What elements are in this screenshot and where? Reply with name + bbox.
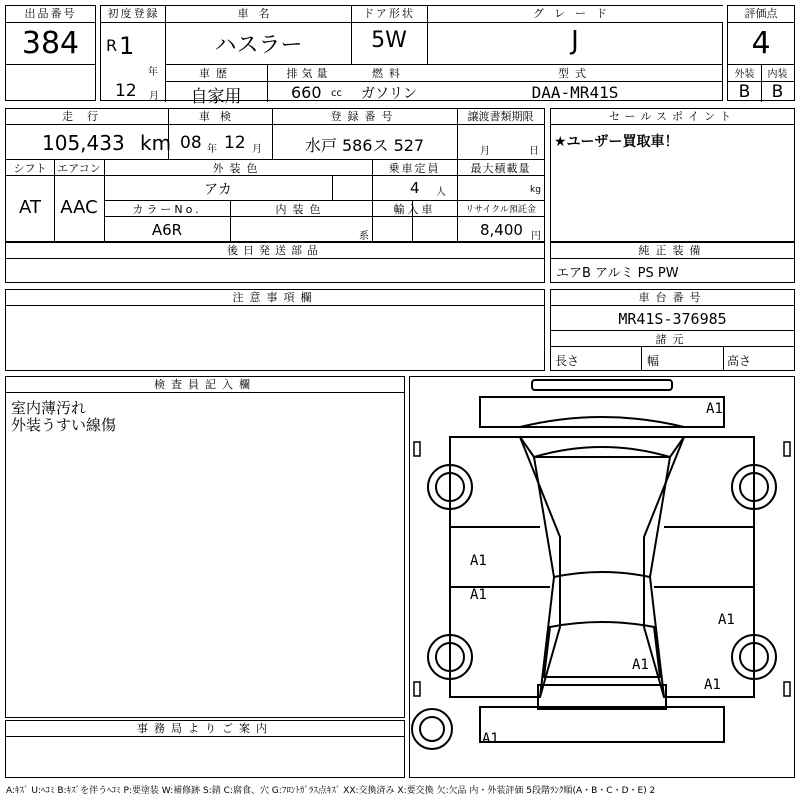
car-outline-svg xyxy=(410,377,794,777)
mileage-header: 走行 xyxy=(6,109,168,125)
shift-header: シフト xyxy=(13,162,47,175)
transfer-day-unit: 日 xyxy=(529,146,539,157)
mileage-value: 105,433 xyxy=(42,131,125,155)
inspection-month-value: 12 xyxy=(224,133,246,153)
inspection-month-unit: 月 xyxy=(252,144,262,155)
lot-number-box xyxy=(5,5,96,101)
grade-value: J xyxy=(571,26,579,56)
later-parts-box xyxy=(5,242,545,283)
damage-mark-front: A1 xyxy=(706,401,723,417)
capacity-value: 4 xyxy=(410,179,420,197)
mileage-unit: km xyxy=(140,131,172,155)
ext-color-value: アカ xyxy=(204,182,232,198)
sales-point-box xyxy=(550,108,795,242)
history-value: 自家用 xyxy=(190,87,242,107)
int-color-header: 内装色 xyxy=(275,203,327,216)
exterior-grade-header: 外装 xyxy=(734,69,755,80)
transfer-month-unit: 月 xyxy=(480,146,490,157)
inspector-header: 検査員記入欄 xyxy=(6,377,404,393)
max-load-header: 最大積載量 xyxy=(470,162,531,175)
inspector-box xyxy=(5,376,405,718)
damage-mark-rear-bumper: A1 xyxy=(482,731,499,747)
lot-number-value: 384 xyxy=(21,26,80,61)
height-label: 高さ xyxy=(727,354,752,368)
fuel-value: ガソリン xyxy=(361,86,417,102)
exterior-grade-value: B xyxy=(738,82,751,102)
damage-mark-left-front-door: A1 xyxy=(470,553,487,569)
sales-point-text: ★ユーザー買取車！ xyxy=(554,134,679,150)
length-label: 長さ xyxy=(555,354,580,368)
recycle-value: 8,400 xyxy=(480,221,523,239)
reg-year-value: 1 xyxy=(119,32,135,60)
car-diagram xyxy=(409,376,795,778)
capacity-unit: 人 xyxy=(436,187,446,198)
width-label: 幅 xyxy=(647,354,660,368)
damage-mark-left-rear-door: A1 xyxy=(470,587,487,603)
history-header: 車歴 xyxy=(199,67,233,80)
reg-month-value: 12 xyxy=(115,81,137,101)
interior-grade-value: B xyxy=(771,82,784,102)
score-header: 評価点 xyxy=(728,6,794,23)
sales-point-header: セールスポイント xyxy=(551,109,794,125)
import-header: 輸入車 xyxy=(393,203,436,216)
color-no-header: カラーNo. xyxy=(132,203,202,216)
dimensions-header: 諸元 xyxy=(655,333,690,346)
era-label: R xyxy=(106,36,118,55)
office-header: 事務局よりご案内 xyxy=(6,721,404,737)
chassis-box xyxy=(550,289,795,371)
equipment-value: エアB アルミ PS PW xyxy=(556,266,679,281)
shift-value: AT xyxy=(19,197,41,218)
displacement-header: 排気量 xyxy=(286,67,332,80)
aircon-value: AAC xyxy=(60,197,98,218)
later-parts-header: 後日発送部品 xyxy=(6,243,544,259)
ext-color-header: 外装色 xyxy=(212,162,264,175)
int-color-unit: 系 xyxy=(359,231,369,242)
door-header: ドア形状 xyxy=(351,6,427,23)
score-box xyxy=(727,5,795,101)
first-reg-header: 初度登録 xyxy=(101,6,166,23)
notes-box xyxy=(5,289,545,371)
recycle-unit: 円 xyxy=(531,231,541,242)
damage-mark-right-rear: A1 xyxy=(704,677,721,693)
reg-no-header: 登録番号 xyxy=(272,109,457,125)
inspection-year-unit: 年 xyxy=(207,144,217,155)
displacement-value: 660 xyxy=(291,83,322,102)
inspector-note-1: 室内薄汚れ xyxy=(11,399,87,417)
reg-year-unit: 年 xyxy=(148,67,158,78)
grade-header: グレード xyxy=(427,6,723,23)
transfer-header: 譲渡書類期限 xyxy=(457,109,544,125)
score-value: 4 xyxy=(751,26,771,61)
chassis-value: MR41S-376985 xyxy=(618,310,727,328)
fuel-header: 燃料 xyxy=(372,67,406,80)
lot-number-header: 出品番号 xyxy=(6,6,95,23)
office-box xyxy=(5,720,405,778)
model-header: 型式 xyxy=(558,67,592,80)
equipment-header: 純正装備 xyxy=(551,243,794,259)
reg-month-unit: 月 xyxy=(149,91,159,102)
displacement-unit: cc xyxy=(331,88,342,99)
aircon-header: エアコン xyxy=(57,162,101,175)
color-no-value: A6R xyxy=(151,221,183,239)
recycle-header: リサイクル預託金 xyxy=(465,205,536,215)
damage-legend: A:ｷｽﾞ U:ﾍｺﾐ B:ｷｽﾞを伴うﾍｺﾐ P:要塗装 W:補修跡 S:錆 C:腐食、穴 G:ﾌﾛﾝﾄｶﾞﾗｽ点ｷｽﾞ XX:交換済み X:要交換 欠:欠品 内・外装評価 5段階ﾗﾝｸ順(A・B・C・D・E) 2 xyxy=(6,786,656,796)
equipment-box xyxy=(550,242,795,283)
model-value: DAA-MR41S xyxy=(531,83,619,102)
car-name-header: 車名 xyxy=(166,6,351,23)
capacity-header: 乗車定員 xyxy=(388,162,441,175)
damage-mark-rear-window: A1 xyxy=(632,657,649,673)
max-load-unit: kg xyxy=(530,185,541,195)
inspector-note-2: 外装うすい線傷 xyxy=(11,416,117,434)
interior-grade-header: 内装 xyxy=(767,69,788,80)
reg-no-value: 水戸 586ス 527 xyxy=(304,136,425,155)
inspection-header: 車検 xyxy=(168,109,272,125)
vehicle-info-box xyxy=(100,5,723,107)
door-value: 5W xyxy=(371,28,407,53)
car-name-value: ハスラー xyxy=(214,33,303,58)
mileage-box xyxy=(5,108,545,242)
notes-header: 注意事項欄 xyxy=(6,290,544,306)
damage-mark-right-rear-door: A1 xyxy=(718,612,735,628)
inspection-year-value: 08 xyxy=(180,133,202,153)
chassis-header: 車台番号 xyxy=(551,290,794,306)
